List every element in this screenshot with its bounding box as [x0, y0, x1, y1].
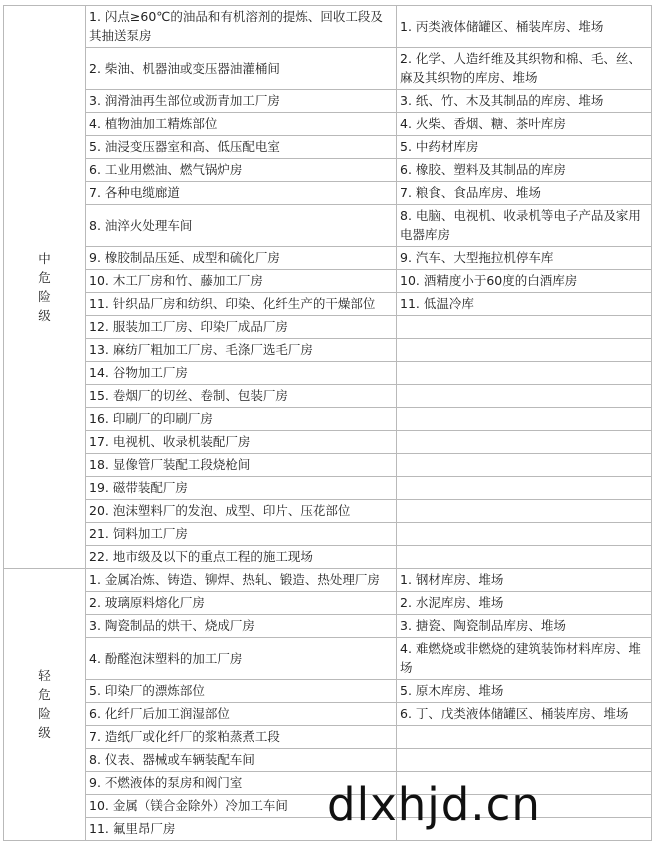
factory-item-cell: 19. 磁带装配厂房	[86, 477, 397, 500]
table-row	[4, 749, 652, 772]
table-row	[4, 293, 652, 316]
storage-item-cell	[397, 408, 652, 431]
table-row	[4, 431, 652, 454]
factory-item-cell: 15. 卷烟厂的切丝、卷制、包装厂房	[86, 385, 397, 408]
table-row	[4, 615, 652, 638]
storage-item-cell	[397, 523, 652, 546]
factory-item-cell: 18. 显像管厂装配工段烧枪间	[86, 454, 397, 477]
table-row	[4, 339, 652, 362]
hazard-level-char: 险	[38, 288, 51, 304]
factory-item-cell: 7. 各种电缆廊道	[86, 182, 397, 205]
storage-item-cell: 3. 搪瓷、陶瓷制品库房、堆场	[397, 615, 652, 638]
factory-item-cell: 1. 金属冶炼、铸造、铆焊、热轧、锻造、热处理厂房	[86, 569, 397, 592]
hazard-level-char: 险	[38, 706, 51, 721]
table-row	[4, 569, 652, 592]
factory-item-cell: 20. 泡沫塑料厂的发泡、成型、印片、压花部位	[86, 500, 397, 523]
table-row	[4, 592, 652, 615]
table-row	[4, 408, 652, 431]
factory-item-cell: 8. 仪表、器械或车辆装配车间	[86, 749, 397, 772]
table-row	[4, 362, 652, 385]
factory-item-cell: 2. 玻璃原料熔化厂房	[86, 592, 397, 615]
storage-item-cell	[397, 316, 652, 339]
storage-item-cell	[397, 339, 652, 362]
storage-item-cell	[397, 477, 652, 500]
table-row	[4, 113, 652, 136]
factory-item-cell: 3. 润滑油再生部位或沥青加工厂房	[86, 90, 397, 113]
storage-item-cell: 9. 汽车、大型拖拉机停车库	[397, 247, 652, 270]
storage-item-cell	[397, 454, 652, 477]
storage-item-cell	[397, 431, 652, 454]
storage-item-cell: 6. 丁、戊类液体储罐区、桶装库房、堆场	[397, 703, 652, 726]
factory-item-cell: 10. 金属（镁合金除外）冷加工车间	[86, 795, 397, 818]
factory-item-cell: 7. 造纸厂或化纤厂的浆粕蒸煮工段	[86, 726, 397, 749]
storage-item-cell	[397, 500, 652, 523]
factory-item-cell: 11. 针织品厂房和纺织、印染、化纤生产的干燥部位	[86, 293, 397, 316]
hazard-level-char: 级	[38, 307, 51, 323]
hazard-level-char: 危	[38, 269, 51, 285]
factory-item-cell: 3. 陶瓷制品的烘干、烧成厂房	[86, 615, 397, 638]
table-body	[4, 6, 652, 841]
hazard-level-cell	[4, 6, 86, 569]
factory-item-cell: 22. 地市级及以下的重点工程的施工现场	[86, 546, 397, 569]
storage-item-cell: 3. 纸、竹、木及其制品的库房、堆场	[397, 90, 652, 113]
hazard-level-char: 中	[38, 250, 51, 266]
factory-item-cell: 5. 油浸变压器室和高、低压配电室	[86, 136, 397, 159]
storage-item-cell: 2. 化学、人造纤维及其织物和棉、毛、丝、麻及其织物的库房、堆场	[397, 48, 652, 90]
factory-item-cell: 17. 电视机、收录机装配厂房	[86, 431, 397, 454]
factory-item-cell: 10. 木工厂房和竹、藤加工厂房	[86, 270, 397, 293]
hazard-level-char: 级	[38, 725, 51, 740]
factory-item-cell: 14. 谷物加工厂房	[86, 362, 397, 385]
table-row	[4, 500, 652, 523]
factory-item-cell: 11. 氟里昂厂房	[86, 818, 397, 841]
storage-item-cell: 10. 酒精度小于60度的白酒库房	[397, 270, 652, 293]
factory-item-cell: 8. 油淬火处理车间	[86, 205, 397, 247]
table-row	[4, 680, 652, 703]
table-row	[4, 205, 652, 247]
storage-item-cell: 1. 钢材库房、堆场	[397, 569, 652, 592]
storage-item-cell: 1. 丙类液体储罐区、桶装库房、堆场	[397, 6, 652, 48]
storage-item-cell: 5. 中药材库房	[397, 136, 652, 159]
factory-item-cell: 4. 酚醛泡沫塑料的加工厂房	[86, 638, 397, 680]
storage-item-cell: 7. 粮食、食品库房、堆场	[397, 182, 652, 205]
table-row	[4, 136, 652, 159]
factory-item-cell: 9. 橡胶制品压延、成型和硫化厂房	[86, 247, 397, 270]
storage-item-cell: 4. 难燃烧或非燃烧的建筑装饰材料库房、堆场	[397, 638, 652, 680]
factory-item-cell: 4. 植物油加工精炼部位	[86, 113, 397, 136]
storage-item-cell: 5. 原木库房、堆场	[397, 680, 652, 703]
storage-item-cell: 11. 低温冷库	[397, 293, 652, 316]
storage-item-cell: 2. 水泥库房、堆场	[397, 592, 652, 615]
table-row	[4, 477, 652, 500]
factory-item-cell: 6. 化纤厂后加工润湿部位	[86, 703, 397, 726]
table-row	[4, 385, 652, 408]
factory-item-cell: 9. 不燃液体的泵房和阀门室	[86, 772, 397, 795]
table-row	[4, 90, 652, 113]
storage-item-cell	[397, 749, 652, 772]
factory-item-cell: 12. 服装加工厂房、印染厂成品厂房	[86, 316, 397, 339]
table-row	[4, 159, 652, 182]
hazard-level-char: 危	[38, 687, 51, 702]
table-row	[4, 6, 652, 48]
table-row	[4, 454, 652, 477]
storage-item-cell: 4. 火柴、香烟、糖、茶叶库房	[397, 113, 652, 136]
factory-item-cell: 1. 闪点≥60℃的油品和有机溶剂的提炼、回收工段及其抽送泵房	[86, 6, 397, 48]
table-row	[4, 316, 652, 339]
hazard-level-char: 轻	[38, 668, 51, 683]
table-row	[4, 48, 652, 90]
factory-item-cell: 6. 工业用燃油、燃气锅炉房	[86, 159, 397, 182]
hazard-level-cell	[4, 569, 86, 841]
hazard-classification-table	[3, 5, 652, 841]
table-row	[4, 270, 652, 293]
table-row	[4, 726, 652, 749]
storage-item-cell	[397, 726, 652, 749]
storage-item-cell	[397, 385, 652, 408]
table-row	[4, 638, 652, 680]
storage-item-cell: 8. 电脑、电视机、收录机等电子产品及家用电器库房	[397, 205, 652, 247]
table-row	[4, 703, 652, 726]
table-row	[4, 247, 652, 270]
table-row	[4, 523, 652, 546]
factory-item-cell: 13. 麻纺厂粗加工厂房、毛涤厂选毛厂房	[86, 339, 397, 362]
factory-item-cell: 5. 印染厂的漂炼部位	[86, 680, 397, 703]
factory-item-cell: 16. 印刷厂的印刷厂房	[86, 408, 397, 431]
factory-item-cell: 21. 饲料加工厂房	[86, 523, 397, 546]
factory-item-cell: 2. 柴油、机器油或变压器油灌桶间	[86, 48, 397, 90]
storage-item-cell	[397, 362, 652, 385]
storage-item-cell	[397, 546, 652, 569]
table-row	[4, 546, 652, 569]
watermark-text: dlxhjd.cn	[327, 778, 541, 831]
storage-item-cell: 6. 橡胶、塑料及其制品的库房	[397, 159, 652, 182]
table-row	[4, 182, 652, 205]
